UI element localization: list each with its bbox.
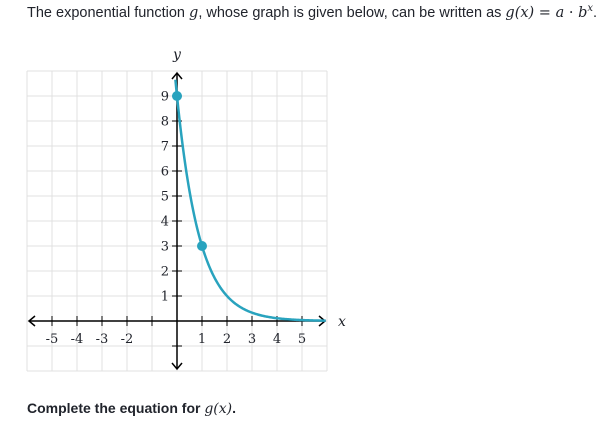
y-tick-label: 9 xyxy=(160,89,169,105)
prompt-text-after: , whose graph is given below, can be written as xyxy=(198,4,506,21)
x-tick-label: 2 xyxy=(222,332,232,347)
x-tick-label: -4 xyxy=(70,332,84,347)
x-tick-label: 5 xyxy=(297,332,307,347)
x-tick-label: -3 xyxy=(95,332,109,347)
y-tick-label: 7 xyxy=(160,139,169,155)
function-name: g xyxy=(189,4,199,21)
tick-labels xyxy=(46,47,346,347)
prompt-text: The exponential function xyxy=(27,4,190,21)
x-tick-label: 1 xyxy=(197,332,207,347)
x-tick-label: 4 xyxy=(272,332,282,347)
y-tick-label: 8 xyxy=(160,114,169,130)
x-tick-label: -5 xyxy=(45,332,59,347)
y-tick-label: 6 xyxy=(160,164,169,180)
x-tick-label: 3 xyxy=(247,332,257,347)
formula-dot: · xyxy=(564,4,579,21)
y-tick-label: 4 xyxy=(160,214,169,230)
formula-exponent: x xyxy=(587,3,593,14)
instruction xyxy=(27,400,236,417)
y-tick-label: 5 xyxy=(160,189,169,205)
x-axis-label: x xyxy=(338,314,346,330)
formula-base: b xyxy=(578,4,588,21)
curve-layer xyxy=(175,80,325,321)
formula-lhs: g(x) xyxy=(505,4,535,21)
graph-point xyxy=(172,91,182,101)
prompt-period: . xyxy=(593,4,597,21)
exponential-curve xyxy=(175,80,325,321)
instruction-func: g(x) xyxy=(204,401,233,417)
formula-equals: = xyxy=(534,4,556,21)
y-axis-label: y xyxy=(173,47,181,63)
graph-point xyxy=(197,241,207,251)
x-tick-label: -2 xyxy=(120,332,134,347)
y-tick-label: 2 xyxy=(160,264,169,280)
y-tick-label: 3 xyxy=(160,239,169,255)
formula-a: a xyxy=(555,4,565,21)
instruction-text: Complete the equation for xyxy=(27,400,205,416)
y-tick-label: 1 xyxy=(160,289,169,305)
instruction-period: . xyxy=(232,400,237,416)
